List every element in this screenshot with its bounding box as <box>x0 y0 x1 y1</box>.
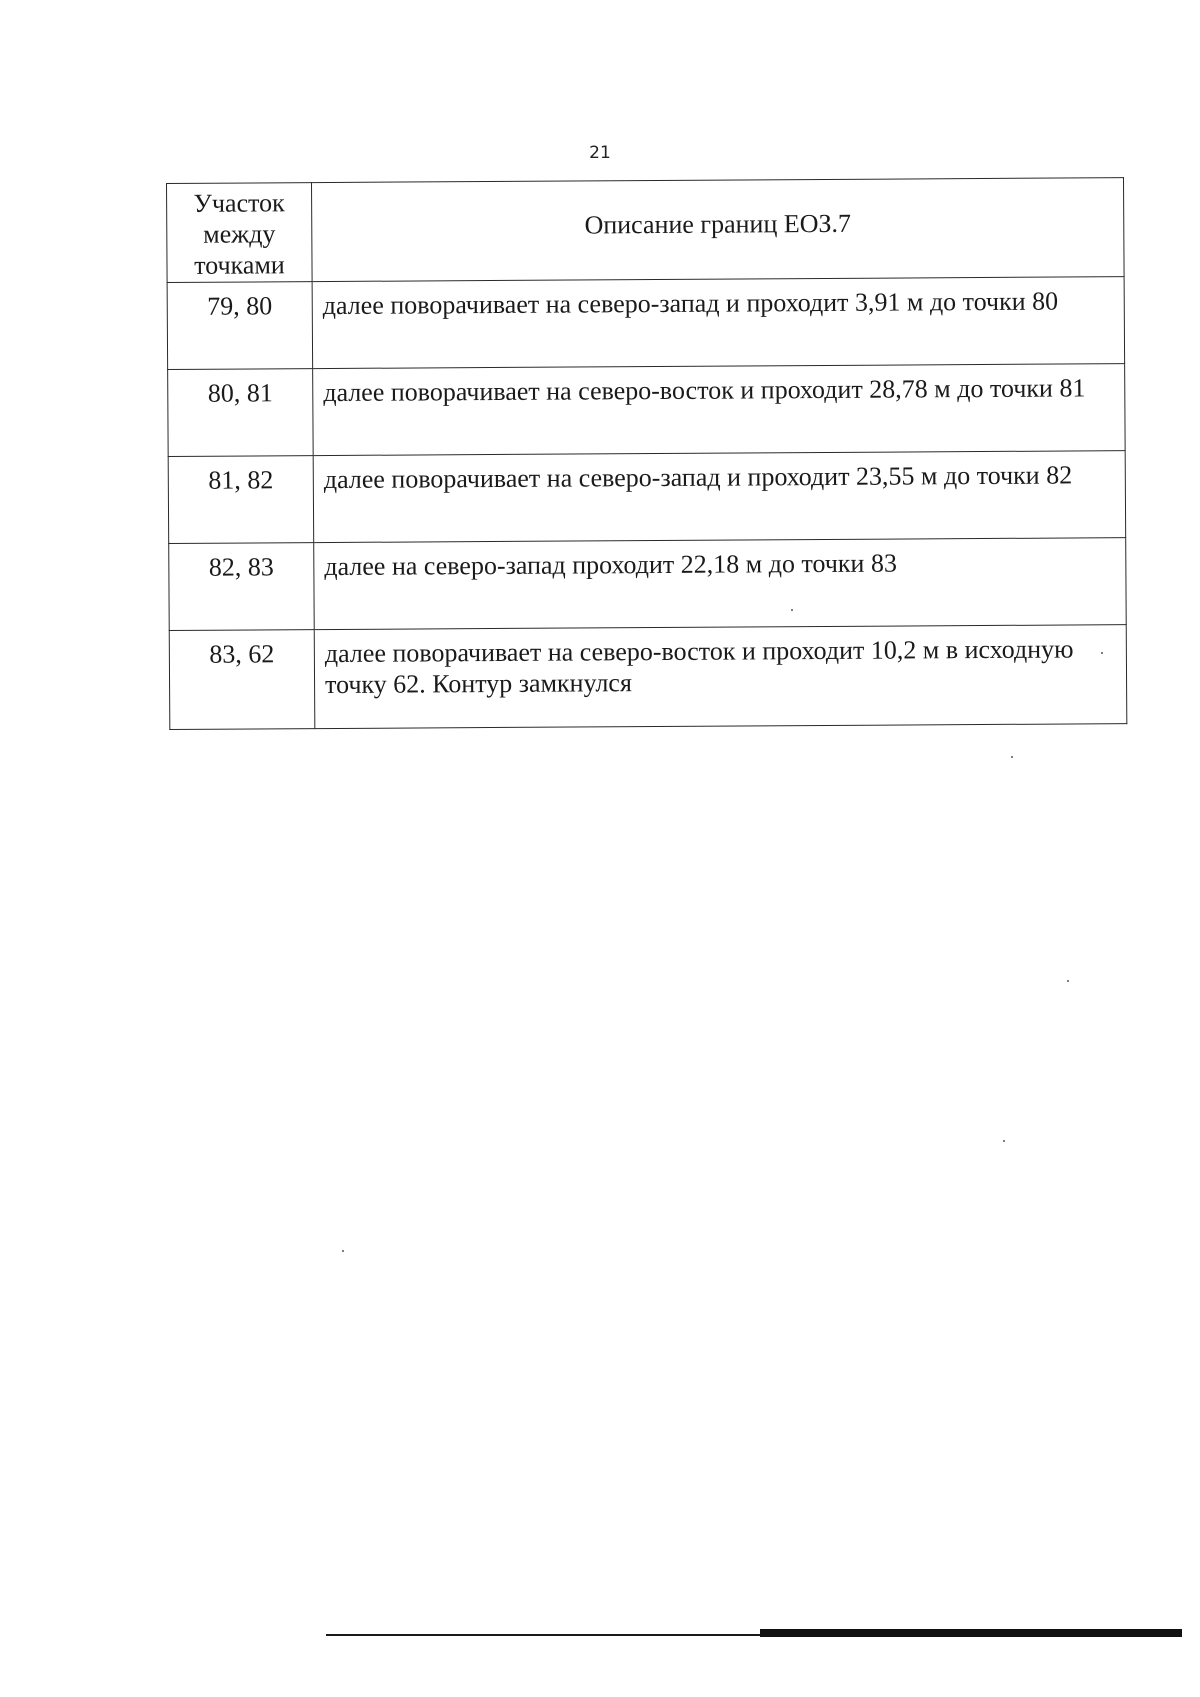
table-row <box>169 538 1127 631</box>
table-row <box>168 364 1126 457</box>
row-points: 83, 62 <box>169 630 315 730</box>
header-points: Участок между точками <box>167 183 313 283</box>
row-points: 81, 82 <box>168 456 314 544</box>
scan-speck <box>1003 1140 1005 1142</box>
row-description: далее на северо-запад проходит 22,18 м до точки 83 <box>314 538 1127 630</box>
table-header-row <box>167 178 1125 283</box>
scan-speck <box>1067 980 1069 982</box>
row-points: 80, 81 <box>168 369 314 457</box>
row-description: далее поворачивает на северо-восток и проходит 10,2 м в исходную точку 62. Контур замкнулся <box>314 625 1127 729</box>
row-description: далее поворачивает на северо-восток и проходит 28,78 м до точки 81 <box>313 364 1126 456</box>
table-row <box>168 451 1126 544</box>
page-number: 21 <box>589 143 611 163</box>
scan-speck <box>791 609 793 611</box>
row-description: далее поворачивает на северо-запад и проходит 23,55 м до точки 82 <box>313 451 1126 543</box>
table-row <box>167 277 1125 370</box>
scan-speck <box>1101 652 1103 654</box>
table-row <box>169 625 1127 730</box>
header-description: Описание границ ЕОЗ.7 <box>312 178 1125 282</box>
row-points: 79, 80 <box>167 282 313 370</box>
scan-speck <box>1011 756 1013 758</box>
boundary-description-table <box>166 177 1127 730</box>
row-description: далее поворачивает на северо-запад и проходит 3,91 м до точки 80 <box>312 277 1125 369</box>
row-points: 82, 83 <box>169 543 315 631</box>
footer-rule-thick <box>760 1629 1182 1637</box>
scan-speck <box>342 1250 344 1252</box>
